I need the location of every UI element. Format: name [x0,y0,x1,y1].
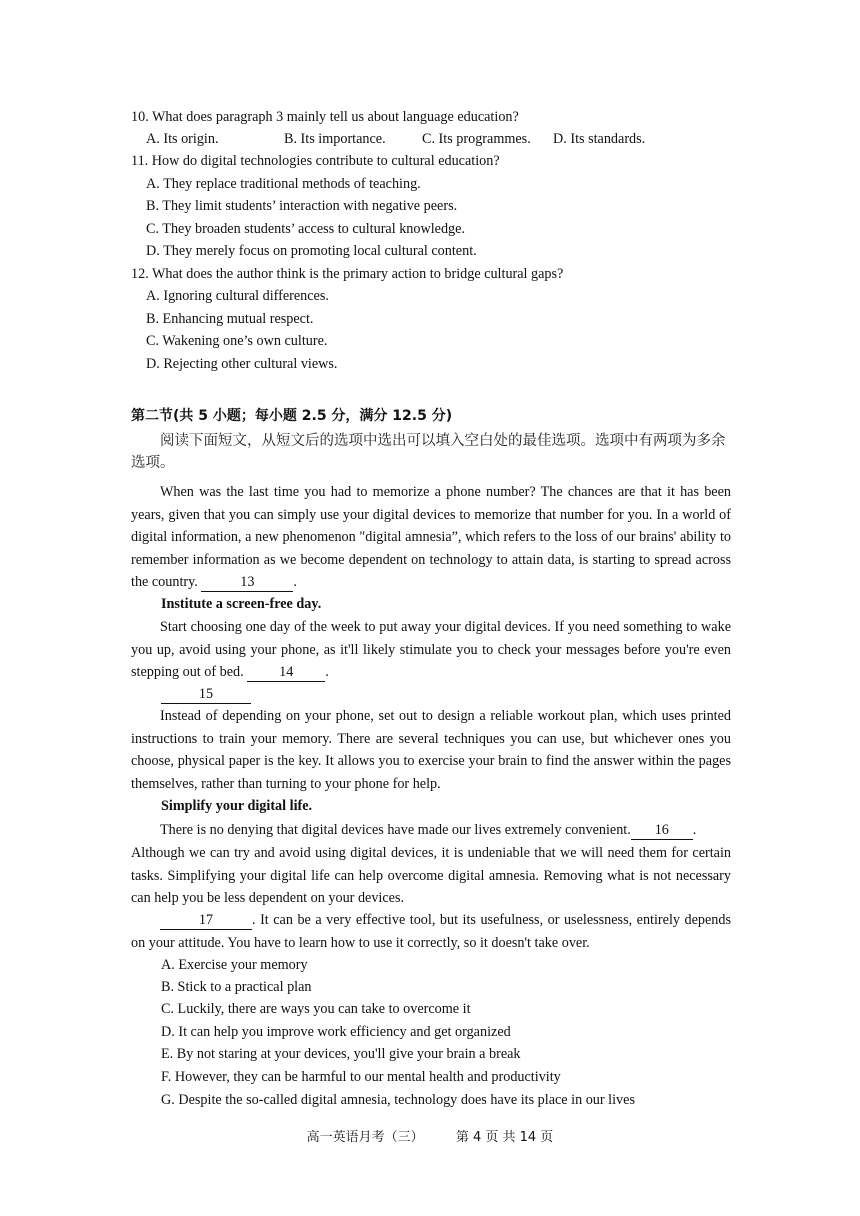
paragraph-5-text: Although we can try and avoid using digital devices, it is undeniable that we will need them for certain tasks. Simplifying your digital life can help overcome digital amnesia. Removing what is not necessary can help you be less dependent on your devices. [131,845,731,907]
choice-d: D. It can help you improve work efficiency and get organized [161,1024,511,1040]
paragraph-1-text: When was the last time you had to memorize a phone number? The chances are that it has been years, given that you can simply use your digital devices to memorize that number for you. In a world of digital information, a new phenomenon "digital amnesia”, which refers to the loss of our brains' ability to remember information as we become dependent on technology to attain data, is starting to spread across the country. [131,484,731,591]
choice-g: G. Despite the so-called digital amnesia, technology does have its place in our lives [161,1092,635,1108]
q11-option-a: A. They replace traditional methods of teaching. [146,176,421,192]
choice-b: B. Stick to a practical plan [161,979,312,995]
choice-c: C. Luckily, there are ways you can take to overcome it [161,1001,471,1017]
heading-blank-15-line [161,684,251,704]
heading-simplify-digital-life: Simplify your digital life. [161,798,313,814]
q12-option-b: B. Enhancing mutual respect. [146,311,314,327]
footer-exam-title: 高一英语月考（三） [306,1130,424,1145]
choice-e: E. By not staring at your devices, you'll give your brain a break [161,1046,521,1062]
blank-16: 16 [631,822,693,840]
q10-option-c: C. Its programmes. [422,131,531,147]
paragraph-4-text: There is no denying that digital devices have made our lives extremely convenient. [160,822,631,838]
period: . [692,822,697,838]
choice-f: F. However, they can be harmful to our mental health and productivity [161,1069,561,1085]
passage-paragraph-1 [131,481,731,594]
choice-a: A. Exercise your memory [161,957,308,973]
q10-option-d: D. Its standards. [553,131,646,147]
page-footer [0,1128,860,1148]
blank-14: 14 [247,664,325,682]
passage-paragraph-3 [131,705,731,795]
question-12-stem: 12. What does the author think is the primary action to bridge cultural gaps? [131,266,564,282]
blank-15: 15 [161,686,251,704]
question-10-stem: 10. What does paragraph 3 mainly tell us about language education? [131,109,519,125]
section-title: 第二节(共 5 小题；每小题 2.5 分，满分 12.5 分) [131,408,453,424]
paragraph-3-text: Instead of depending on your phone, set out to design a reliable workout plan, which uses printed instructions to train your memory. There are several techniques you can use, but whichever ones you choose, physical paper is the key. It allows you to exercise your brain to find the answer within the pages themselves, rather than turning to your phone for help. [131,708,731,792]
q11-option-b: B. They limit students’ interaction with negative peers. [146,198,458,214]
period: . [293,574,297,591]
period: . [325,664,329,681]
section-instruction: 阅读下面短文，从短文后的选项中选出可以填入空白处的最佳选项。选项中有两项为多余选项。 [131,433,726,471]
paragraph-2-text: Start choosing one day of the week to put away your digital devices. If you need something to wake you up, avoid using your phone, as it'll likely stimulate you to check your messages before you're even stepping out of bed. [131,619,731,681]
paragraph-6-text: . It can be a very effective tool, but its usefulness, or uselessness, entirely depends on your attitude. You have to learn how to use it correctly, so it doesn't take over. [131,912,731,951]
q10-option-a: A. Its origin. [146,131,219,147]
blank-17: 17 [160,912,252,930]
footer-page-number: 第 4 页 共 14 页 [455,1130,554,1145]
q12-option-a: A. Ignoring cultural differences. [146,288,329,304]
q12-option-c: C. Wakening one’s own culture. [146,333,328,349]
q12-option-d: D. Rejecting other cultural views. [146,356,338,372]
passage-paragraph-5 [131,842,731,910]
passage-paragraph-4 [131,819,731,842]
passage-paragraph-6 [131,909,731,954]
passage-paragraph-2 [131,616,731,684]
heading-screen-free-day: Institute a screen-free day. [161,596,322,612]
q10-option-b: B. Its importance. [284,131,386,147]
q11-option-c: C. They broaden students’ access to cultural knowledge. [146,221,465,237]
q11-option-d: D. They merely focus on promoting local cultural content. [146,243,477,259]
blank-13: 13 [201,574,293,592]
question-11-stem: 11. How do digital technologies contribute to cultural education? [131,153,500,169]
